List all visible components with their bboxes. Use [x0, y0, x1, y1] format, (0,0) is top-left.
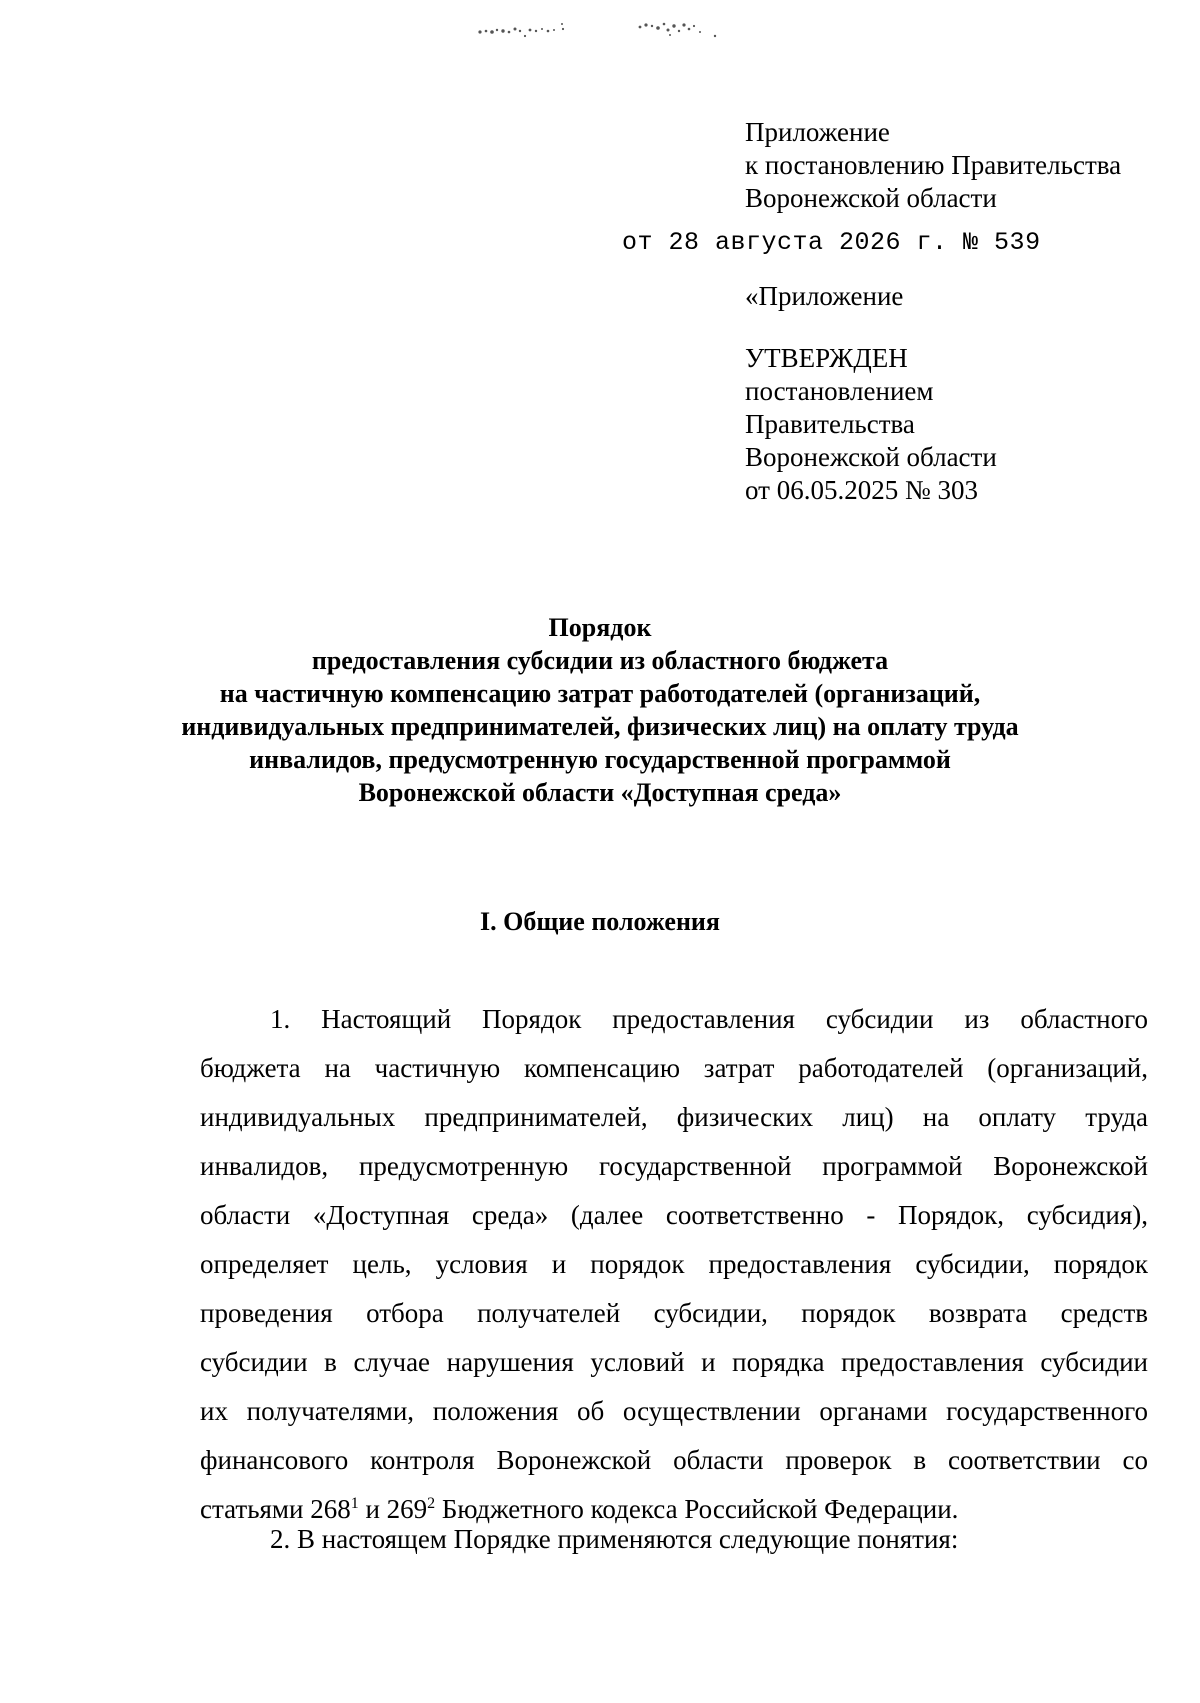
- appendix-reference: [745, 116, 1121, 215]
- text-fragment: и 269: [358, 1494, 428, 1524]
- title-line: Порядок: [548, 613, 652, 642]
- paragraph-line: 1. Настоящий Порядок предоставления субсидии из областного: [270, 1004, 1148, 1034]
- document-title: [150, 611, 1050, 809]
- paragraph-line: финансового контроля Воронежской области проверок в соответствии со: [200, 1445, 1148, 1475]
- title-line: Воронежской области «Доступная среда»: [358, 778, 842, 807]
- appendix-line: к постановлению Правительства: [745, 150, 1122, 180]
- approval-line: УТВЕРЖДЕН: [745, 343, 908, 373]
- paragraph-1: [200, 995, 1148, 1534]
- superscript: 1: [350, 1495, 359, 1512]
- title-line: предоставления субсидии из областного бюджета: [311, 646, 889, 675]
- paragraph-line: инвалидов, предусмотренную государственной программой Воронежской: [200, 1151, 1148, 1181]
- title-line: на частичную компенсацию затрат работодателей (организаций,: [219, 679, 981, 708]
- approval-line: Правительства: [745, 409, 915, 439]
- paragraph-line: индивидуальных предпринимателей, физических лиц) на оплату труда: [200, 1102, 1148, 1132]
- title-line: индивидуальных предпринимателей, физических лиц) на оплату труда: [181, 712, 1019, 741]
- title-line: инвалидов, предусмотренную государственной программой: [249, 745, 951, 774]
- approval-line: «Приложение: [745, 281, 904, 311]
- paragraph-line: их получателями, положения об осуществлении органами государственного: [200, 1396, 1148, 1426]
- appendix-line: Приложение: [745, 117, 890, 147]
- paragraph-line: бюджета на частичную компенсацию затрат работодателей (организаций,: [200, 1053, 1148, 1083]
- paragraph-line: определяет цель, условия и порядок предоставления субсидии, порядок: [200, 1249, 1148, 1279]
- superscript: 2: [427, 1495, 436, 1512]
- approval-line: от 06.05.2025 № 303: [745, 475, 978, 505]
- paragraph-line: области «Доступная среда» (далее соответственно - Порядок, субсидия),: [200, 1200, 1148, 1230]
- text-fragment: Бюджетного кодекса Российской Федерации.: [435, 1494, 959, 1524]
- paragraph-line: субсидии в случае нарушения условий и порядка предоставления субсидии: [200, 1347, 1148, 1377]
- approval-line: постановлением: [745, 376, 934, 406]
- appendix-line: Воронежской области: [745, 183, 997, 213]
- paragraph-line: 2. В настоящем Порядке применяются следующие понятия:: [270, 1524, 959, 1554]
- approval-line: Воронежской области: [745, 442, 997, 472]
- paragraph-line: проведения отбора получателей субсидии, порядок возврата средств: [200, 1298, 1148, 1328]
- approval-block: [745, 280, 997, 507]
- section-heading: I. Общие положения: [480, 907, 720, 936]
- scan-artifact: [470, 14, 770, 50]
- text-fragment: статьями 268: [200, 1494, 351, 1524]
- registration-stamp: от 28 августа 2026 г. № 539: [622, 228, 1041, 257]
- paragraph-2: [200, 1515, 1148, 1564]
